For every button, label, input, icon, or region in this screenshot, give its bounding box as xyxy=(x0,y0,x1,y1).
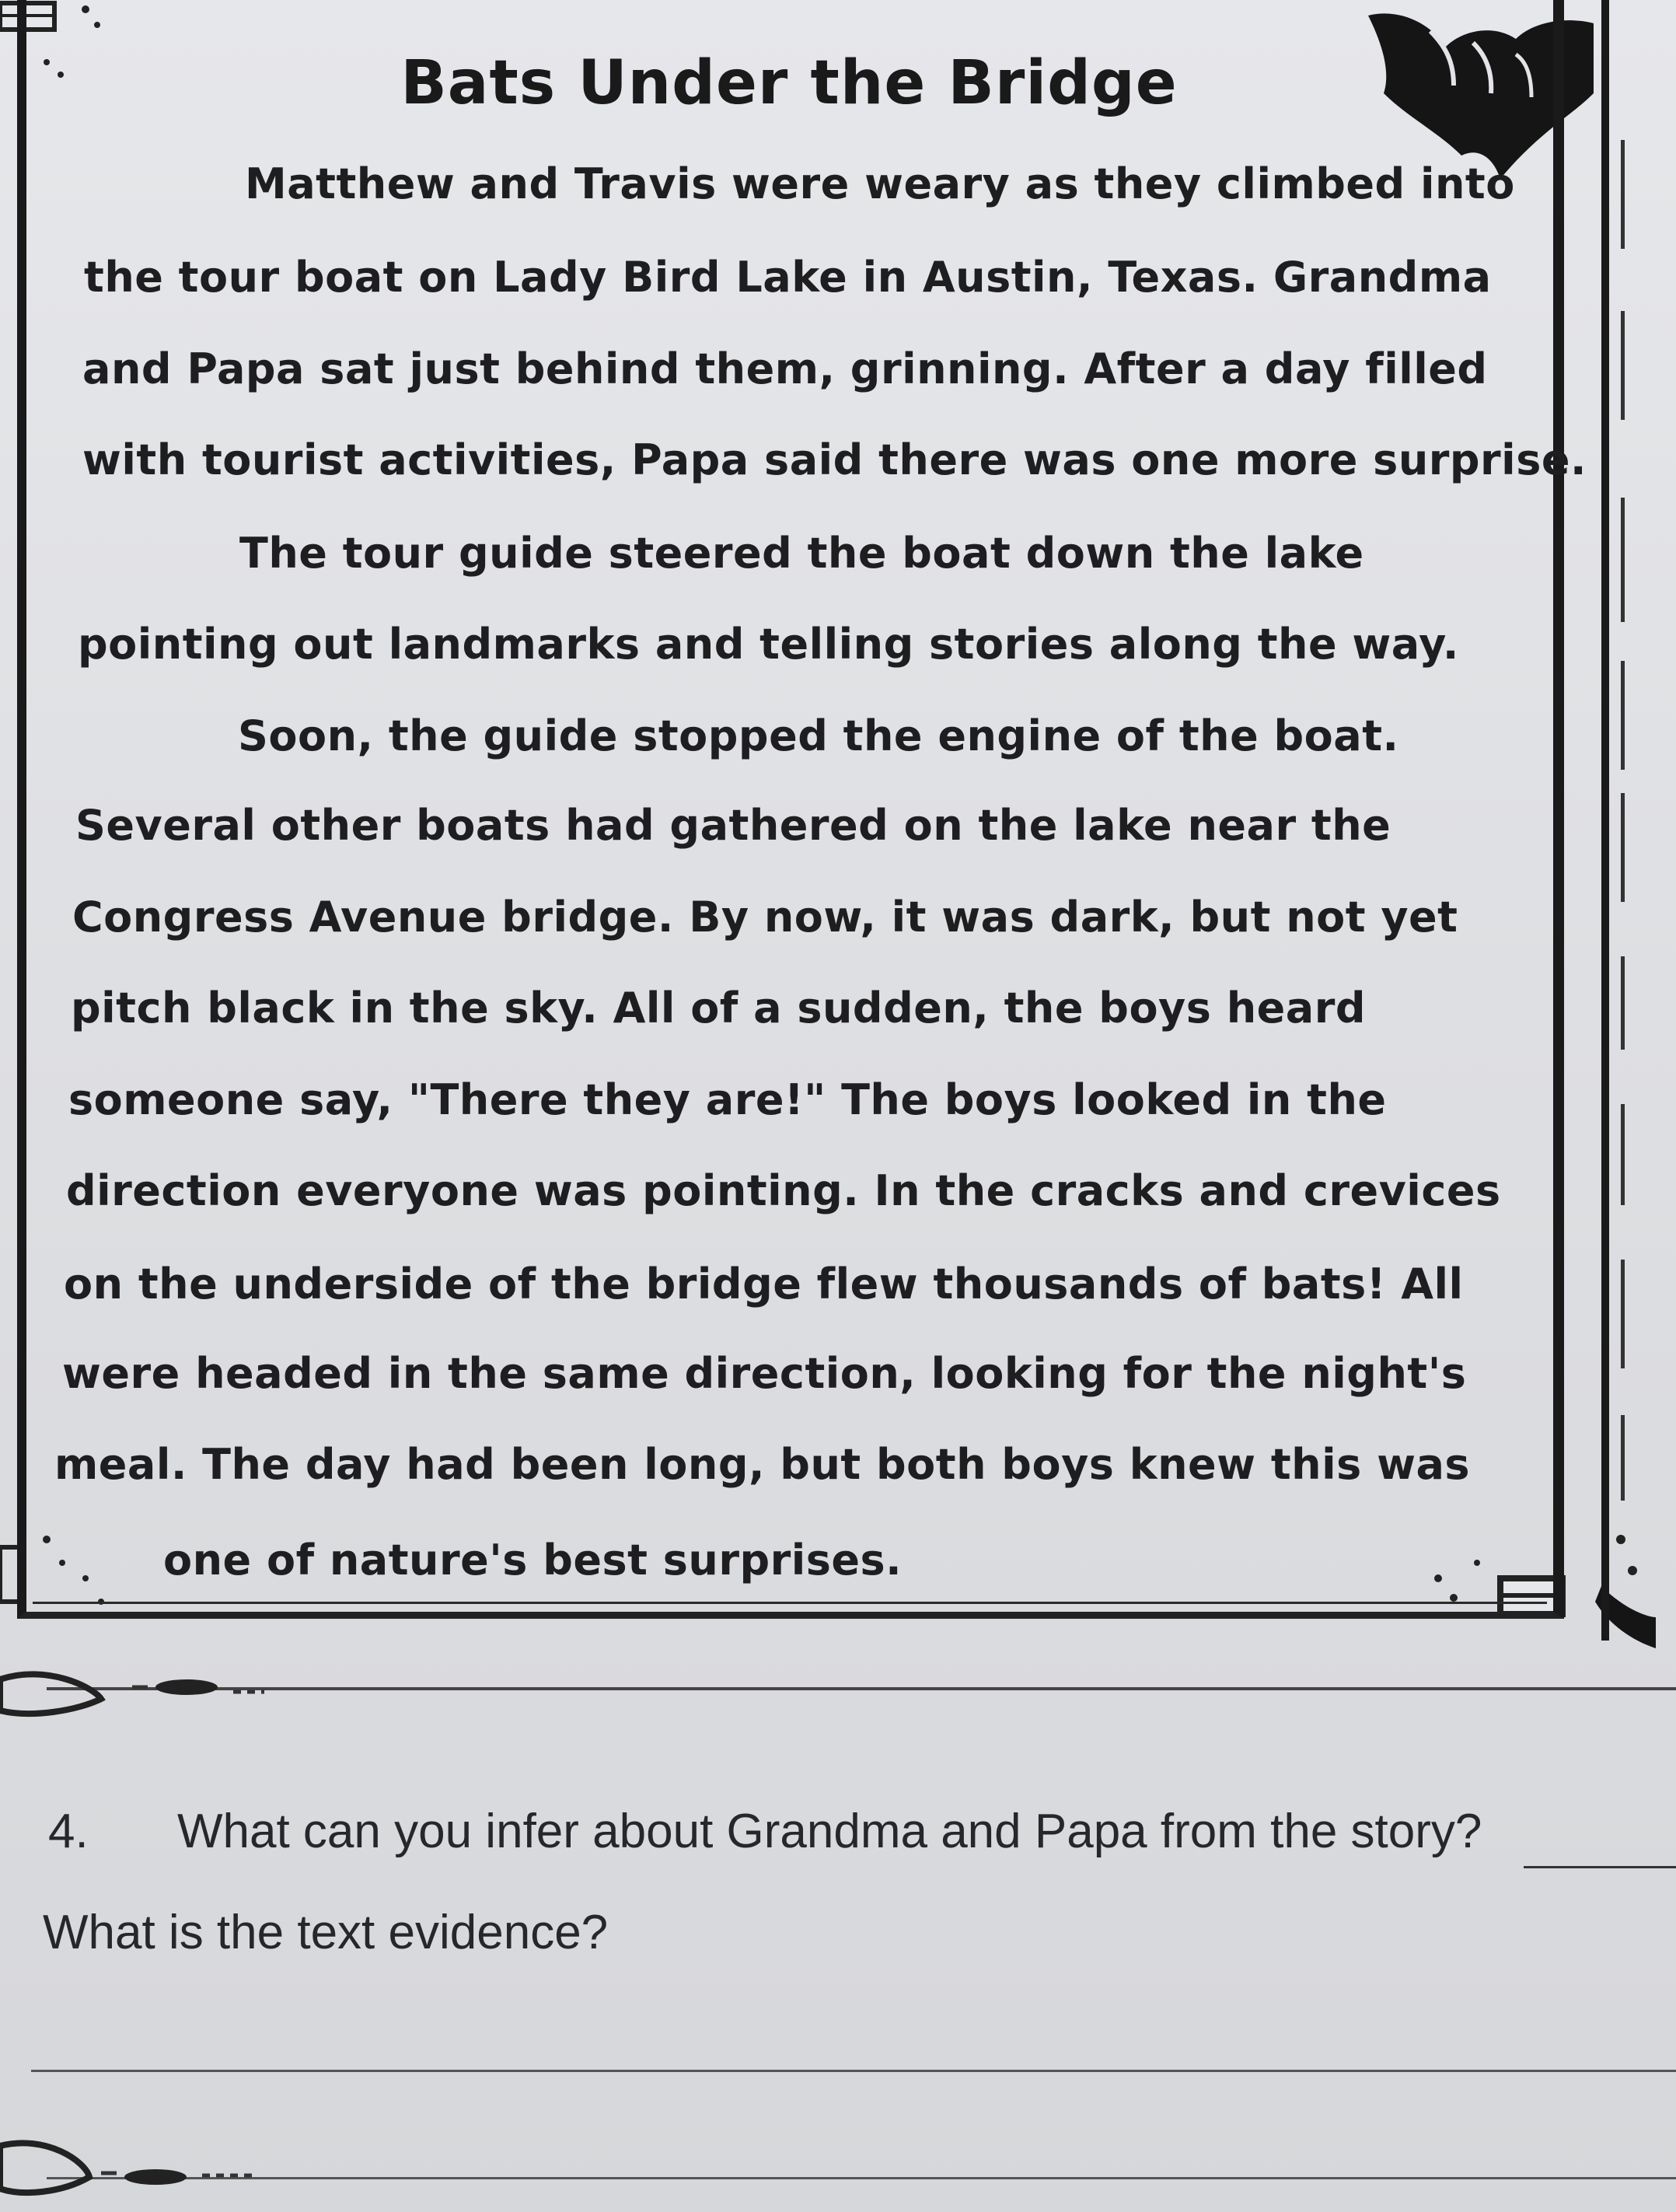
story-title: Bats Under the Bridge xyxy=(400,48,1178,118)
story-line: someone say, "There they are!" The boys looked in the xyxy=(68,1075,1387,1124)
question-text: What can you infer about Grandma and Papa from the story? xyxy=(177,1805,1482,1858)
story-line: and Papa sat just behind them, grinning. After a day filled xyxy=(82,344,1488,393)
story-line: Congress Avenue bridge. By now, it was dark, but not yet xyxy=(72,893,1458,942)
story-line: on the underside of the bridge flew thousands of bats! All xyxy=(64,1260,1464,1309)
question-number: 4. xyxy=(48,1805,89,1858)
story-line: with tourist activities, Papa said there was one more surprise. xyxy=(82,435,1587,484)
answer-line[interactable] xyxy=(31,2070,1676,2072)
story-line: Matthew and Travis were weary as they climbed into xyxy=(245,159,1515,208)
story-line: The tour guide steered the boat down the lake xyxy=(239,529,1364,578)
bottom-ornament xyxy=(0,2130,280,2212)
answer-line-inline[interactable] xyxy=(1524,1866,1676,1868)
rail-tick xyxy=(1621,140,1625,249)
story-line: one of nature's best surprises. xyxy=(163,1536,903,1585)
story-line: Soon, the guide stopped the engine of the boat. xyxy=(238,711,1399,760)
story-line: Several other boats had gathered on the lake near the xyxy=(75,801,1391,850)
rail-tick xyxy=(1621,1104,1625,1205)
answer-line[interactable] xyxy=(47,2177,1676,2179)
rail-tick xyxy=(1621,793,1625,902)
rail-tick xyxy=(1621,1260,1625,1368)
story-line: pointing out landmarks and telling stories along the way. xyxy=(78,620,1459,669)
story-line: meal. The day had been long, but both boys knew this was xyxy=(54,1440,1471,1489)
rail-tick xyxy=(1621,661,1625,770)
rail-tick xyxy=(1621,311,1625,420)
frame-outer-rail xyxy=(1601,0,1676,1641)
rail-tick xyxy=(1621,498,1625,622)
story-line: pitch black in the sky. All of a sudden, the boys heard xyxy=(71,984,1366,1033)
story-line: direction everyone was pointing. In the cracks and crevices xyxy=(66,1166,1501,1215)
story-line: were headed in the same direction, looking for the night's xyxy=(62,1349,1467,1398)
frame-inner-line xyxy=(33,1602,1547,1604)
evidence-prompt: What is the text evidence? xyxy=(43,1906,609,1959)
rail-tick xyxy=(1621,1415,1625,1501)
story-line: the tour boat on Lady Bird Lake in Austin, Texas. Grandma xyxy=(84,253,1492,302)
rail-tick xyxy=(1621,956,1625,1050)
divider-ornament xyxy=(0,1664,295,1718)
